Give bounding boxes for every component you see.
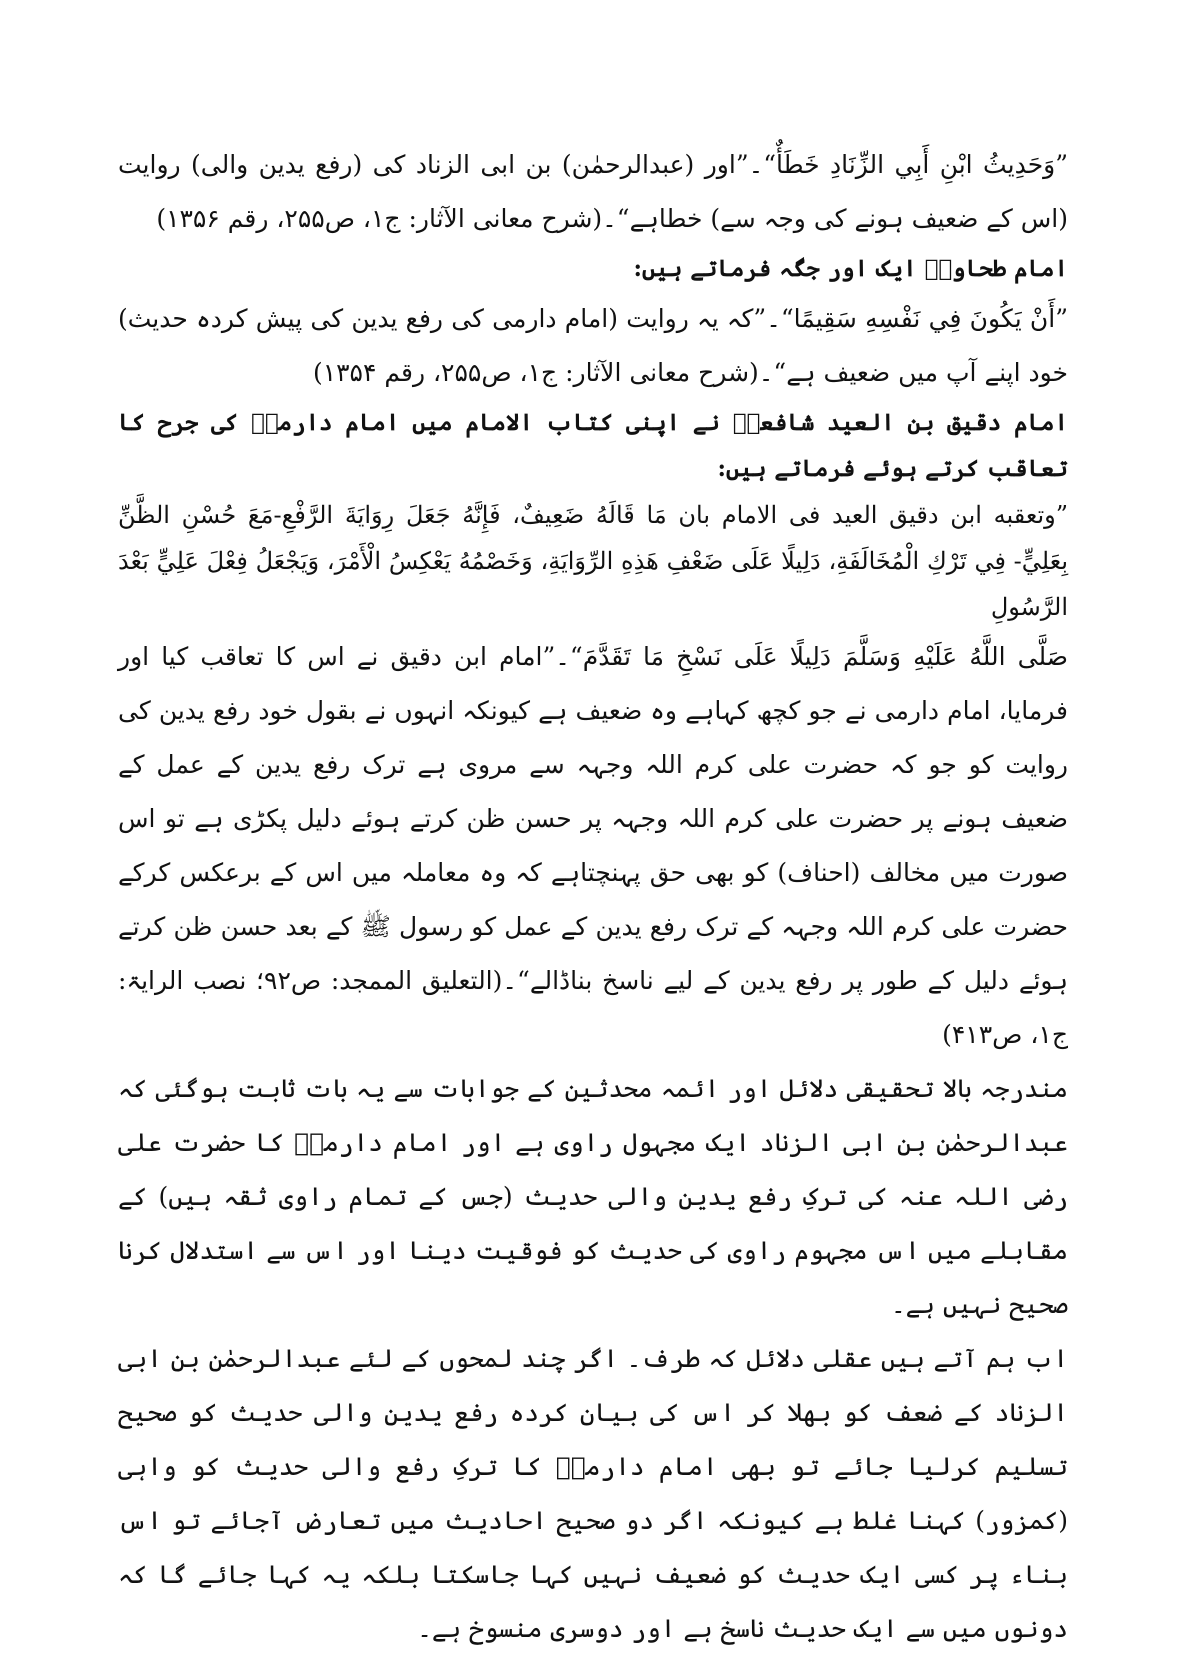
paragraph-imam-tahawi-intro: امام طحاویؒ ایک اور جگہ فرماتے ہیں: bbox=[633, 255, 1068, 282]
paragraph-arabic-quotation: ”وتعقبه ابن دقيق العيد فى الامام بان مَا قَالَهُ ضَعِيفٌ، فَإِنَّهُ جَعَلَ رِوَايَةَ الرَّفْعِ-مَعَ حُسْنِ الظَّنِّ بِعَلِيٍّ- فِي تَرْكِ الْمُخَالَفَةِ، دَلِيلًا عَلَى ضَعْفِ هَذِهِ الرِّوَايَةِ، وَخَصْمُهُ يَعْكِسُ الْأَمْرَ، وَيَجْعَلُ فِعْلَ عَلِيٍّ بَعْدَ الرَّسُولِ bbox=[118, 501, 1069, 621]
paragraph-quote-ibn-abi-zinad: ”وَحَدِيثُ ابْنِ أَبِي الزِّنَادِ خَطَأٌ“۔”اور (عبدالرحمٰن) بن ابی الزناد کی (رفع یدین والی) روایت (اس کے ضعیف ہونے کی وجہ سے) خطاہے“۔(شرح معانی الآثار: ج۱، ص۲۵۵، رقم ۱۳۵۶) bbox=[118, 150, 1068, 233]
document-body bbox=[118, 138, 1068, 1656]
paragraph-ibn-daqiq-translation: صَلَّى اللَّهُ عَلَيْهِ وَسَلَّمَ دَلِيلًا عَلَى نَسْخِ مَا تَقَدَّمَ“۔”امام ابن دقیق نے اس کا تعاقب کیا اور فرمایا، امام دارمی نے جو کچھ کہاہے وہ ضعیف ہے کیونکہ انہوں نے بقول خود رفع یدین کی روایت کو جو کہ حضرت علی کرم اللہ وجہہ سے مروی ہے ترک رفع یدین کے عمل کے ضعیف ہونے پر حضرت علی کرم اللہ وجہہ پر حسن ظن کرتے ہوئے دلیل پکڑی ہے تو اس صورت میں مخالف (احناف) کو بھی حق پہنچتاہے کہ وہ معاملہ میں اس کے برعکس کرکے حضرت علی کرم اللہ وجہہ کے ترک رفع یدین کے عمل کو رسول ﷺ کے بعد حسن ظن کرتے ہوئے دلیل کے طور پر رفع یدین کے لیے ناسخ بناڈالے“۔(التعلیق الممجد: ص۹۲؛ نصب الرایۃ: ج۱، ص۴۱۳) bbox=[118, 642, 1068, 1049]
paragraph-conclusion: مندرجہ بالا تحقیقی دلائل اور ائمہ محدثین کے جوابات سے یہ بات ثابت ہوگئی کہ عبدالرحمٰن بن ابی الزناد ایک مجہول راوی ہے اور امام دارمیؒ کا حضرت علی رضی اللہ عنہ کی ترکِ رفع یدین والی حدیث (جس کے تمام راوی ثقہ ہیں) کے مقابلے میں اس مجہوم راوی کی حدیث کو فوقیت دینا اور اس سے استدلال کرنا صحیح نہیں ہے۔ bbox=[118, 1074, 1068, 1319]
paragraph-rational-arguments: اب ہم آتے ہیں عقلی دلائل کہ طرف۔ اگر چند لمحوں کے لئے عبدالرحمٰن بن ابی الزناد کے ضعف کو بھلا کر اس کی بیان کردہ رفع یدین والی حدیث کو صحیح تسلیم کرلیا جائے تو بھی امام دارمیؒ کا ترکِ رفع والی حدیث کو واہی (کمزور) کہنا غلط ہے کیونکہ اگر دو صحیح احادیث میں تعارض آجائے تو اس بناء پر کسی ایک حدیث کو ضعیف نہیں کہا جاسکتا بلکہ یہ کہا جائے گا کہ دونوں میں سے ایک حدیث ناسخ ہے اور دوسری منسوخ ہے۔ bbox=[118, 1344, 1068, 1643]
paragraph-ibn-daqiq-intro: امام دقیق بن العید شافعیؒ نے اپنی کتاب الامام میں امام دارمیؒ کی جرح کا تعاقب کرتے ہوئے فرماتے ہیں: bbox=[118, 409, 1068, 482]
paragraph-quote-saqiman: ”أَنْ يَكُونَ فِي نَفْسِهِ سَقِيمًا“۔”کہ یہ روایت (امام دارمی کی رفع یدین کی پیش کردہ حدیث) خود اپنے آپ میں ضعیف ہے“۔(شرح معانی الآثار: ج۱، ص۲۵۵، رقم ۱۳۵۴) bbox=[118, 304, 1068, 387]
